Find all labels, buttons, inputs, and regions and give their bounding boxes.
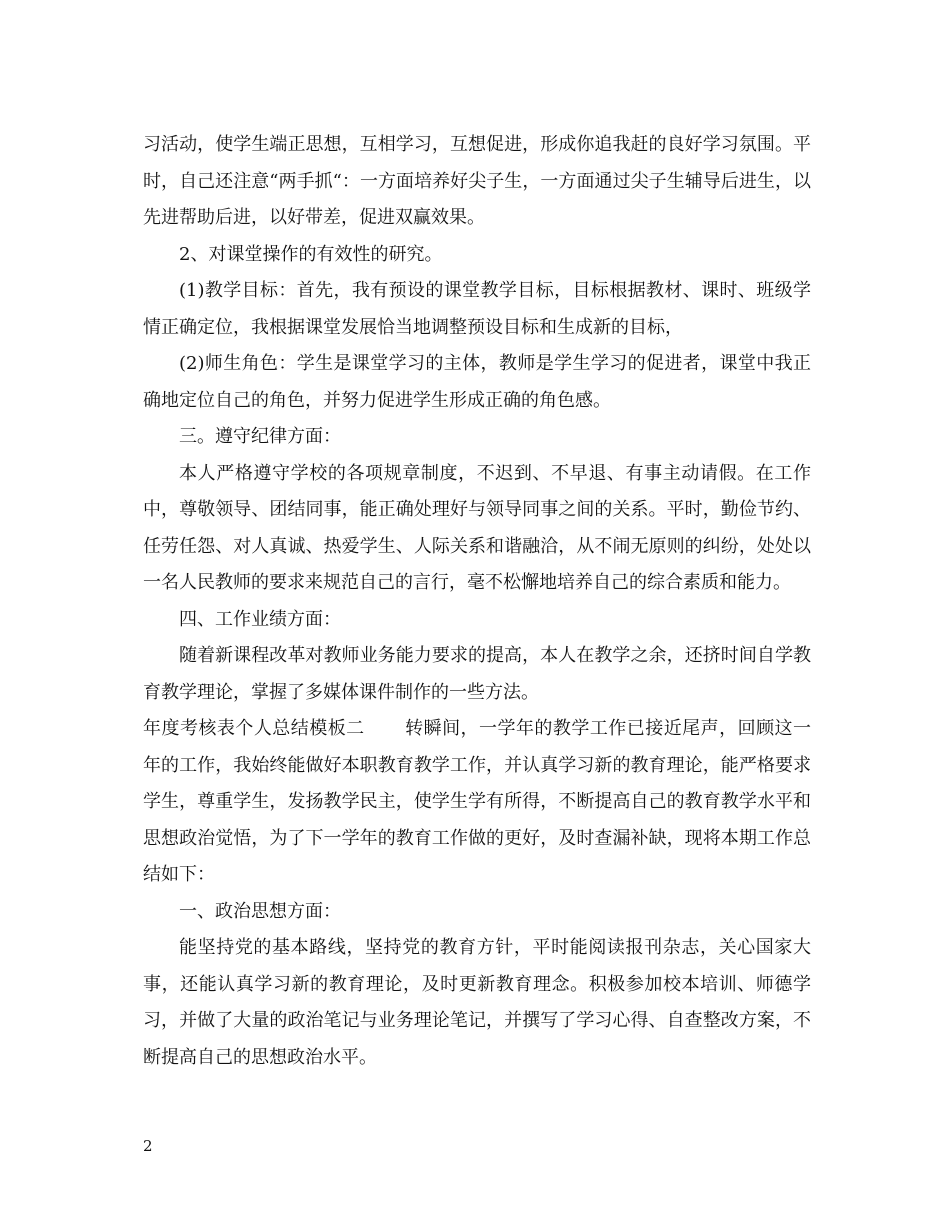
paragraph-heading-political: 一、政治思想方面： [179,900,341,922]
paragraph-teaching-goals: (1)教学目标：首先，我有预设的课堂教学目标，目标根据教材、课时、班级学情正确定位，我根据课堂发展恰当地调整预设目标和生成新的目标， [143,280,811,338]
section-intro: 转瞬间，一学年的教学工作已接近尾声，回顾这一年的工作，我始终能做好本职教育教学工作，并认真学习新的教育理论，能严格要求学生，尊重学生，发扬教学民主，使学生学有所得，不断提高自己的教育教学水平和思想政治觉悟，为了下一学年的教育工作做的更好，及时查漏补缺，现将本期工作总结如下： [143,718,812,885]
paragraph-heading-discipline: 三。遵守纪律方面： [179,426,341,447]
section-title: 年度考核表个人总结模板二 [143,718,365,739]
paragraph-discipline: 本人严格遵守学校的各项规章制度，不迟到、不早退、有事主动请假。在工作中，尊敬领导、团结同事，能正确处理好与领导同事之间的关系。平时，勤俭节约、任劳任怨、对人真诚、热爱学生、人际关系和谐融洽，从不闹无原则的纠纷，处处以一名人民教师的要求来规范自己的言行，毫不松懈地培养自己的综合素质和能力。 [143,462,811,593]
paragraph-political: 能坚持党的基本路线，坚持党的教育方针，平时能阅读报刊杂志，关心国家大事，还能认真学习新的教育理论，及时更新教育理念。积极参加校本培训、师德学习，并做了大量的政治笔记与业务理论笔记，并撰写了学习心得、自查整改方案，不断提高自己的思想政治水平。 [143,937,811,1068]
paragraph-continuation: 习活动，使学生端正思想，互相学习，互想促进，形成你追我赶的良好学习氛围。平时，自己还注意“两手抓“：一方面培养好尖子生，一方面通过尖子生辅导后进生，以先进帮助后进，以好带差，促进双赢效果。 [143,134,811,228]
page-number: 2 [143,1137,153,1155]
paragraph-template-two [143,711,811,894]
paragraph-heading-achievements: 四、工作业绩方面： [179,608,341,630]
paragraph-achievements: 随着新课程改革对教师业务能力要求的提高，本人在教学之余，还挤时间自学教育教学理论，掌握了多媒体课件制作的一些方法。 [143,645,811,703]
paragraph-teacher-student-roles: (2)师生角色：学生是课堂学习的主体，教师是学生学习的促进者，课堂中我正确地定位自己的角色，并努力促进学生形成正确的角色感。 [143,353,811,411]
paragraph-heading-classroom-research: 2、对课堂操作的有效性的研究。 [179,243,443,265]
document-body [143,127,811,1076]
